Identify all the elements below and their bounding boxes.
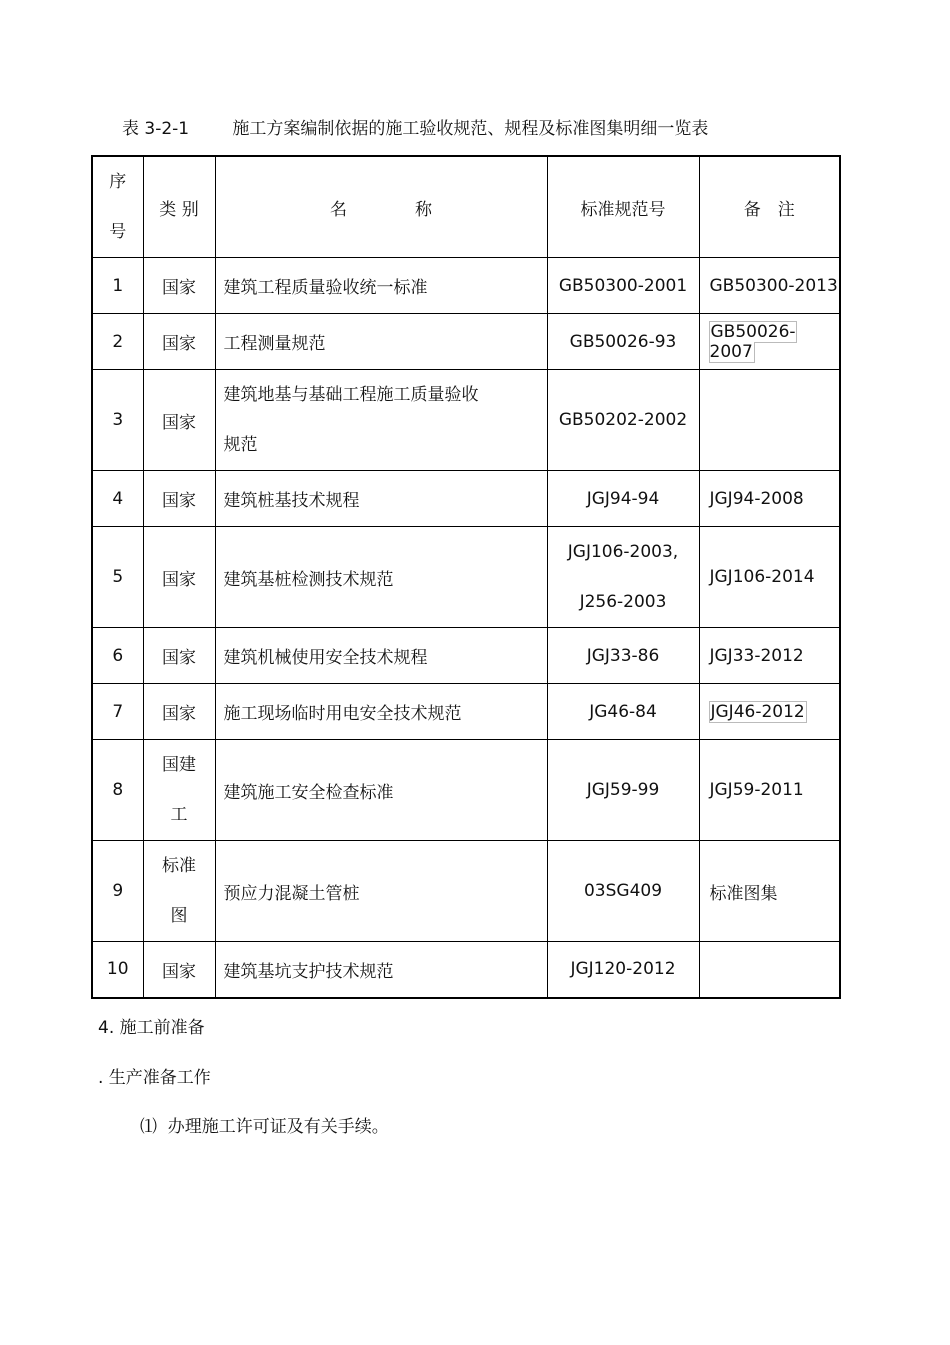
cell-note bbox=[699, 258, 840, 314]
cell-note bbox=[699, 628, 840, 684]
note-text: JGJ46-2012 bbox=[710, 701, 805, 722]
table-row bbox=[92, 942, 840, 998]
cell-category: 国建 工 bbox=[143, 740, 215, 841]
note-text: JGJ94-2008 bbox=[709, 488, 804, 509]
cell-seq: 9 bbox=[92, 841, 143, 942]
cell-note bbox=[699, 841, 840, 942]
cell-name: 建筑基坑支护技术规范 bbox=[215, 942, 547, 998]
note-text: JGJ33-2012 bbox=[709, 645, 804, 666]
cell-code: JGJ59-99 bbox=[547, 740, 699, 841]
table-row bbox=[92, 258, 840, 314]
cell-code: JGJ94-94 bbox=[547, 471, 699, 527]
cell-seq: 5 bbox=[92, 527, 143, 628]
cell-name: 建筑工程质量验收统一标准 bbox=[215, 258, 547, 314]
caption-label: 表 3-2-1 bbox=[122, 119, 190, 139]
table-row bbox=[92, 370, 840, 471]
cell-code: JGJ33-86 bbox=[547, 628, 699, 684]
cell-category: 国家 bbox=[143, 314, 215, 370]
cell-code: JG46-84 bbox=[547, 684, 699, 740]
note-text: GB50026-2007 bbox=[709, 321, 796, 362]
cell-seq: 2 bbox=[92, 314, 143, 370]
cell-name: 建筑施工安全检查标准 bbox=[215, 740, 547, 841]
cell-code: GB50026-93 bbox=[547, 314, 699, 370]
table-row bbox=[92, 527, 840, 628]
note-text: JGJ106-2014 bbox=[709, 567, 815, 587]
table-row bbox=[92, 471, 840, 527]
cell-category: 国家 bbox=[143, 942, 215, 998]
note-text: 标准图集 bbox=[709, 883, 778, 904]
table-row bbox=[92, 628, 840, 684]
cell-category: 国家 bbox=[143, 684, 215, 740]
cell-note bbox=[699, 471, 840, 527]
cell-category: 国家 bbox=[143, 628, 215, 684]
cell-code: GB50300-2001 bbox=[547, 258, 699, 314]
table-row bbox=[92, 841, 840, 942]
note-text: JGJ59-2011 bbox=[709, 780, 804, 800]
cell-category: 国家 bbox=[143, 471, 215, 527]
cell-seq: 7 bbox=[92, 684, 143, 740]
list-item: ⑴ 办理施工许可证及有关手续。 bbox=[140, 1117, 389, 1137]
standards-table bbox=[91, 155, 841, 999]
cell-name: 建筑机械使用安全技术规程 bbox=[215, 628, 547, 684]
cell-note bbox=[699, 527, 840, 628]
cell-name: 建筑基桩检测技术规范 bbox=[215, 527, 547, 628]
cell-seq: 3 bbox=[92, 370, 143, 471]
cell-seq: 1 bbox=[92, 258, 143, 314]
section-heading: 4. 施工前准备 bbox=[98, 1018, 205, 1038]
table-row bbox=[92, 684, 840, 740]
header-name: 名 称 bbox=[215, 156, 547, 258]
table-row bbox=[92, 314, 840, 370]
cell-category: 国家 bbox=[143, 370, 215, 471]
cell-code: GB50202-2002 bbox=[547, 370, 699, 471]
sub-heading: . 生产准备工作 bbox=[98, 1068, 211, 1088]
cell-seq: 8 bbox=[92, 740, 143, 841]
header-category: 类 别 bbox=[143, 156, 215, 258]
cell-category: 国家 bbox=[143, 258, 215, 314]
header-note: 备 注 bbox=[699, 156, 840, 258]
cell-note bbox=[699, 942, 840, 998]
cell-note bbox=[699, 684, 840, 740]
table-header-row bbox=[92, 156, 840, 258]
cell-seq: 10 bbox=[92, 942, 143, 998]
table-caption bbox=[122, 114, 708, 139]
cell-category: 国家 bbox=[143, 527, 215, 628]
cell-name: 预应力混凝土管桩 bbox=[215, 841, 547, 942]
cell-note bbox=[699, 370, 840, 471]
note-text: GB50300-2013 bbox=[709, 275, 838, 296]
cell-name: 施工现场临时用电安全技术规范 bbox=[215, 684, 547, 740]
header-seq: 序 号 bbox=[92, 156, 143, 258]
table-row bbox=[92, 740, 840, 841]
cell-seq: 4 bbox=[92, 471, 143, 527]
cell-name: 建筑桩基技术规程 bbox=[215, 471, 547, 527]
cell-name: 建筑地基与基础工程施工质量验收 规范 bbox=[215, 370, 547, 471]
caption-title: 施工方案编制依据的施工验收规范、规程及标准图集明细一览表 bbox=[232, 119, 709, 139]
cell-note bbox=[699, 740, 840, 841]
cell-code: JGJ106-2003, J256-2003 bbox=[547, 527, 699, 628]
cell-code: 03SG409 bbox=[547, 841, 699, 942]
cell-name: 工程测量规范 bbox=[215, 314, 547, 370]
cell-note bbox=[699, 314, 840, 370]
header-code: 标准规范号 bbox=[547, 156, 699, 258]
cell-seq: 6 bbox=[92, 628, 143, 684]
cell-code: JGJ120-2012 bbox=[547, 942, 699, 998]
cell-category: 标准 图 bbox=[143, 841, 215, 942]
